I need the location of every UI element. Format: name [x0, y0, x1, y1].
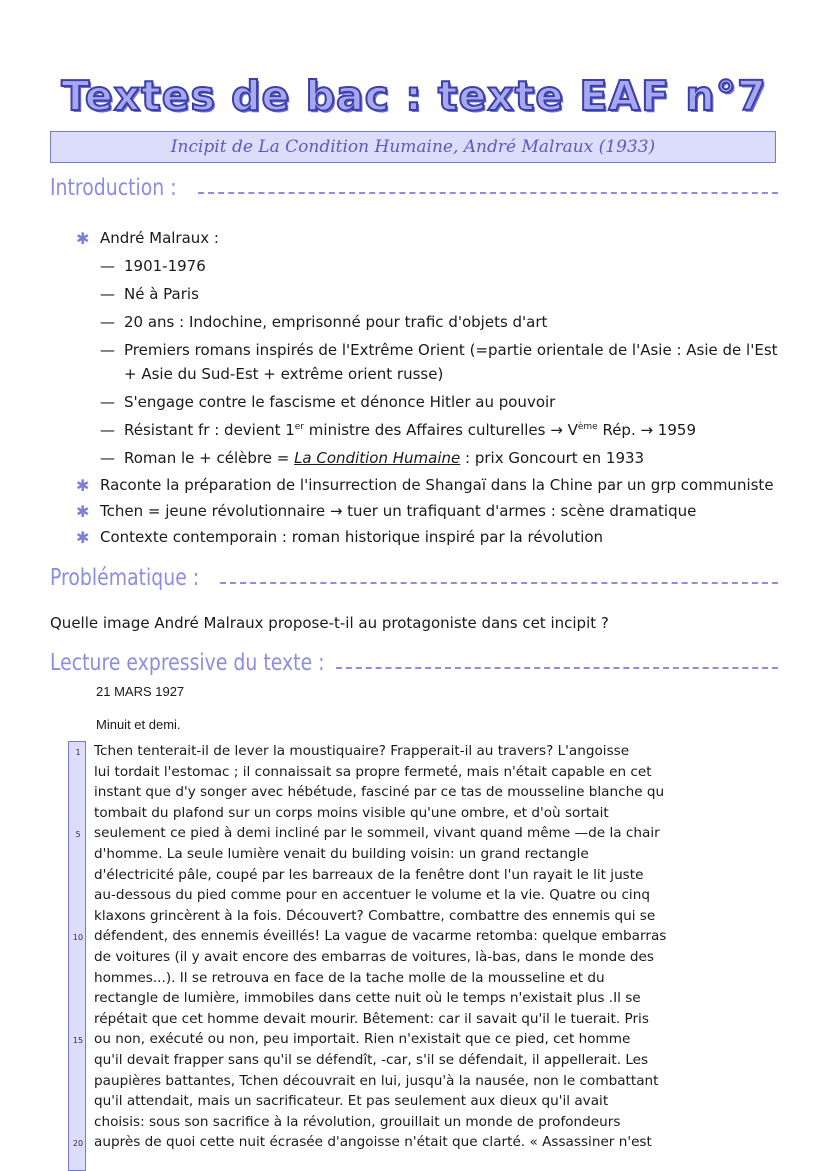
dash-icon: —	[100, 421, 115, 439]
asterisk-icon: ✱	[76, 502, 90, 521]
asterisk-icon: ✱	[76, 476, 90, 495]
passage-line: tombait du plafond sur un corps moins visible qu'une ombre, et d'où sortait	[94, 804, 609, 821]
heading-dash-line	[198, 192, 778, 194]
lecture-heading	[50, 650, 778, 676]
passage-line: paupières battantes, Tchen découvrait en lui, jusqu'à la nausée, non le combattant	[94, 1072, 659, 1089]
sub-text	[124, 449, 644, 467]
text-part: Rép. → 1959	[597, 421, 696, 439]
book-title: La Condition Humaine	[294, 449, 461, 467]
introduction-heading	[50, 175, 778, 201]
passage-line: instant que d'y songer avec hébétude, fasciné par ce tas de mousseline blanche qu	[94, 784, 665, 801]
bullet-text: Tchen = jeune révolutionnaire → tuer un trafiquant d'armes : scène dramatique	[100, 502, 697, 520]
passage-line: auprès de quoi cette nuit écrasée d'angoisse n'était que clarté. « Assassiner n'est	[94, 1134, 652, 1151]
passage-line: rectangle de lumière, immobiles dans cette nuit où le temps n'existait plus .Il se	[94, 990, 641, 1007]
introduction-label: Introduction :	[50, 175, 177, 201]
page-title: Textes de bac : texte EAF n°7	[61, 72, 767, 120]
lecture-label: Lecture expressive du texte :	[50, 650, 325, 676]
passage-line: qu'il attendait, mais un sacrificateur. Et pas seulement aux dieux qu'il avait	[94, 1093, 609, 1110]
text-part: Roman le + célèbre =	[124, 449, 295, 467]
passage-line: répétait que cet homme devait mourir. Bêtement: car il savait qu'il le tuerait. Pris	[94, 1010, 649, 1027]
problematique-question: Quelle image André Malraux propose-t-il au protagoniste dans cet incipit ?	[50, 614, 609, 632]
passage-line: lui tordait l'estomac ; il connaissait sa propre fermeté, mais n'était capable en cet	[94, 763, 652, 780]
passage-date: 21 MARS 1927	[96, 684, 185, 699]
passage-line: hommes...). Il se retrouva en face de la tache molle de la mousseline et du	[94, 969, 605, 986]
line-number: 5	[75, 830, 81, 839]
line-number-gutter	[68, 741, 86, 1171]
bullet-text: André Malraux :	[100, 229, 219, 247]
passage-line: ou non, exécuté ou non, peu importait. Rien n'existait que ce pied, cet homme	[94, 1031, 631, 1048]
subtitle-box	[50, 131, 776, 163]
dash-icon: —	[100, 313, 115, 331]
text-part: ministre des Affaires culturelles → V	[304, 421, 578, 439]
line-number: 1	[75, 748, 81, 757]
passage-line: de voitures (il y avait encore des embarras de voitures, là-bas, dans le monde des	[94, 949, 654, 965]
text-part: : prix Goncourt en 1933	[460, 449, 645, 467]
sub-text: S'engage contre le fascisme et dénonce Hitler au pouvoir	[124, 393, 556, 411]
dash-icon: —	[100, 449, 115, 467]
line-number: 15	[72, 1036, 84, 1045]
passage-line: d'électricité pâle, coupé par les barreaux de la fenêtre dont l'un rayait le lit juste	[94, 866, 644, 883]
passage-line: choisis: sous son sacrifice à la révolution, grouillait un monde de profondeurs	[94, 1113, 621, 1130]
subtitle: Incipit de La Condition Humaine, André Malraux (1933)	[170, 137, 656, 157]
asterisk-icon: ✱	[76, 229, 90, 248]
sub-text: 1901-1976	[124, 257, 206, 275]
line-number: 20	[72, 1139, 84, 1148]
bullet-text: Contexte contemporain : roman historique inspiré par la révolution	[100, 528, 604, 546]
superscript: ème	[577, 422, 598, 432]
passage-time: Minuit et demi.	[96, 717, 181, 732]
passage-line: klaxons grincèrent à la fois. Découvert? Combattre, combattre des ennemis qui se	[94, 907, 656, 924]
passage-line: qu'il devait frapper sans qu'il se défendît, -car, s'il se défendait, il appellerait. Les	[94, 1052, 649, 1068]
sub-text: + Asie du Sud-Est + extrême orient russe)	[124, 365, 444, 383]
text-part: Résistant fr : devient 1	[124, 421, 295, 439]
sub-text: Premiers romans inspirés de l'Extrême Orient (=partie orientale de l'Asie : Asie de l'Est	[124, 341, 778, 359]
passage-line: Tchen tenterait-il de lever la moustiquaire? Frapperait-il au travers? L'angoisse	[94, 743, 630, 759]
asterisk-icon: ✱	[76, 528, 90, 547]
dash-icon: —	[100, 285, 115, 303]
sub-text	[124, 421, 696, 439]
line-number: 10	[72, 933, 84, 942]
passage-line: seulement ce pied à demi incliné par le sommeil, vivant quand même —de la chair	[94, 825, 660, 842]
heading-dash-line	[336, 667, 778, 669]
heading-dash-line	[220, 582, 778, 584]
dash-icon: —	[100, 393, 115, 411]
passage-line: d'homme. La seule lumière venait du building voisin: un grand rectangle	[94, 846, 589, 862]
problematique-label: Problématique :	[50, 565, 200, 591]
superscript: er	[294, 422, 305, 432]
sub-text: Né à Paris	[124, 285, 199, 303]
passage-line: défendent, des ennemis éveillés! La vague de vacarme retomba: quelque embarras	[94, 928, 667, 945]
dash-icon: —	[100, 257, 115, 275]
dash-icon: —	[100, 341, 115, 359]
sub-text: 20 ans : Indochine, emprisonné pour trafic d'objets d'art	[124, 313, 548, 331]
bullet-text: Raconte la préparation de l'insurrection de Shangaï dans la Chine par un grp communiste	[100, 476, 774, 494]
problematique-heading	[50, 565, 778, 591]
passage-line: au-dessous du pied comme pour en accentuer le volume et la vie. Quatre ou cinq	[94, 887, 650, 904]
